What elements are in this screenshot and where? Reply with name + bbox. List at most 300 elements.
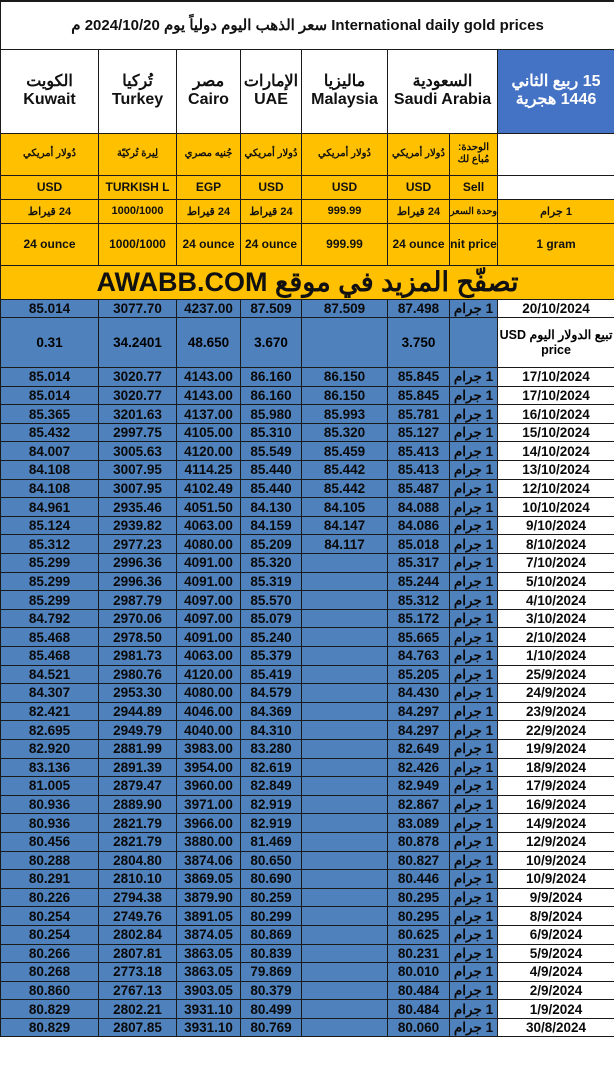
price-cell: 85.432 xyxy=(1,423,99,442)
price-cell: 87.509 xyxy=(241,299,302,318)
table-row xyxy=(1,591,614,610)
price-cell: 2980.76 xyxy=(99,665,177,684)
unit-cell: 1 جرام xyxy=(450,461,498,480)
unit-cell: 1 جرام xyxy=(450,479,498,498)
table-row xyxy=(1,795,614,814)
date-cell: 3/10/2024 xyxy=(498,609,614,628)
price-cell: 82.949 xyxy=(388,777,450,796)
price-cell: 87.498 xyxy=(388,299,450,318)
price-cell: 80.869 xyxy=(241,925,302,944)
price-cell xyxy=(302,665,388,684)
price-cell: 3007.95 xyxy=(99,479,177,498)
unit-cell: 1 جرام xyxy=(450,721,498,740)
price-cell: 80.650 xyxy=(241,851,302,870)
date-cell: 12/10/2024 xyxy=(498,479,614,498)
price-cell: 84.297 xyxy=(388,721,450,740)
price-cell: 82.649 xyxy=(388,739,450,758)
table-row xyxy=(1,479,614,498)
price-cell xyxy=(302,851,388,870)
price-cell: 2996.36 xyxy=(99,572,177,591)
price-cell: 80.446 xyxy=(388,870,450,889)
price-cell: 85.209 xyxy=(241,535,302,554)
price-cell: 2891.39 xyxy=(99,758,177,777)
price-cell: 80.484 xyxy=(388,981,450,1000)
country-saudi xyxy=(388,49,498,133)
unit-name: جُنيه مصري xyxy=(177,133,241,175)
table-row xyxy=(1,665,614,684)
unit-cell: 1 جرام xyxy=(450,498,498,517)
price-cell: 80.060 xyxy=(388,1018,450,1037)
currency-code: EGP xyxy=(177,175,241,199)
date-cell: 14/10/2024 xyxy=(498,442,614,461)
table-row xyxy=(1,981,614,1000)
price-cell: 3903.05 xyxy=(177,981,241,1000)
price-cell: 2889.90 xyxy=(99,795,177,814)
usd-rate-cell: 48.650 xyxy=(177,318,241,368)
price-cell: 4143.00 xyxy=(177,386,241,405)
unit-cell: 1 جرام xyxy=(450,386,498,405)
table-row xyxy=(1,758,614,777)
price-cell: 80.499 xyxy=(241,1000,302,1019)
price-cell: 4091.00 xyxy=(177,554,241,573)
price-cell: 4237.00 xyxy=(177,299,241,318)
unit-cell: 1 جرام xyxy=(450,628,498,647)
price-cell: 3020.77 xyxy=(99,386,177,405)
price-cell: 3971.00 xyxy=(177,795,241,814)
gram-label-ar: 1 جرام xyxy=(498,199,614,223)
ounce-cell: 24 ounce xyxy=(177,223,241,265)
price-cell xyxy=(302,628,388,647)
date-cell: 22/9/2024 xyxy=(498,721,614,740)
table-row xyxy=(1,405,614,424)
price-cell: 80.268 xyxy=(1,963,99,982)
price-cell: 2935.46 xyxy=(99,498,177,517)
price-cell: 85.240 xyxy=(241,628,302,647)
date-cell: 2/10/2024 xyxy=(498,628,614,647)
unit-cell: 1 جرام xyxy=(450,758,498,777)
price-cell xyxy=(302,832,388,851)
price-cell: 85.172 xyxy=(388,609,450,628)
price-cell: 2810.10 xyxy=(99,870,177,889)
price-cell: 85.487 xyxy=(388,479,450,498)
unit-cell: 1 جرام xyxy=(450,851,498,870)
date-cell: 16/10/2024 xyxy=(498,405,614,424)
date-cell: 8/10/2024 xyxy=(498,535,614,554)
unit-cell: 1 جرام xyxy=(450,665,498,684)
price-cell: 84.430 xyxy=(388,684,450,703)
price-cell: 85.413 xyxy=(388,461,450,480)
country-uae xyxy=(241,49,302,133)
unit-cell: 1 جرام xyxy=(450,963,498,982)
price-cell: 82.867 xyxy=(388,795,450,814)
unit-cell: 1 جرام xyxy=(450,925,498,944)
price-cell: 83.280 xyxy=(241,739,302,758)
price-cell: 85.570 xyxy=(241,591,302,610)
price-cell: 80.295 xyxy=(388,888,450,907)
country-cairo xyxy=(177,49,241,133)
unit-cell: 1 جرام xyxy=(450,647,498,666)
price-cell xyxy=(302,814,388,833)
price-cell: 84.117 xyxy=(302,535,388,554)
title-row xyxy=(1,1,614,49)
price-cell: 85.442 xyxy=(302,479,388,498)
price-cell: 84.579 xyxy=(241,684,302,703)
table-row xyxy=(1,647,614,666)
unit-cell: 1 جرام xyxy=(450,535,498,554)
price-cell: 85.440 xyxy=(241,479,302,498)
unit-name: دُولار أمريكي xyxy=(302,133,388,175)
country-en: Turkey xyxy=(111,91,164,108)
usd-price-row xyxy=(1,318,614,368)
table-row xyxy=(1,1000,614,1019)
price-cell: 81.005 xyxy=(1,777,99,796)
price-cell: 4080.00 xyxy=(177,535,241,554)
blank-cell xyxy=(498,133,614,175)
price-cell: 85.299 xyxy=(1,572,99,591)
price-cell: 85.365 xyxy=(1,405,99,424)
price-cell: 85.419 xyxy=(241,665,302,684)
unit-price-label: nit price xyxy=(450,223,498,265)
table-row xyxy=(1,925,614,944)
table-row xyxy=(1,684,614,703)
unit-cell: 1 جرام xyxy=(450,572,498,591)
date-cell: 4/10/2024 xyxy=(498,591,614,610)
price-cell: 84.159 xyxy=(241,516,302,535)
price-cell: 80.625 xyxy=(388,925,450,944)
price-cell: 4102.49 xyxy=(177,479,241,498)
unit-cell: 1 جرام xyxy=(450,814,498,833)
currency-code: USD xyxy=(1,175,99,199)
table-row xyxy=(1,498,614,517)
karat-cell: 999.99 xyxy=(302,199,388,223)
table-row xyxy=(1,461,614,480)
price-cell xyxy=(302,1018,388,1037)
date-cell: 30/8/2024 xyxy=(498,1018,614,1037)
price-cell: 85.079 xyxy=(241,609,302,628)
unit-cell: 1 جرام xyxy=(450,405,498,424)
price-cell: 84.007 xyxy=(1,442,99,461)
price-cell: 86.150 xyxy=(302,386,388,405)
blank-cell xyxy=(450,318,498,368)
unit-cell: 1 جرام xyxy=(450,870,498,889)
price-cell: 85.781 xyxy=(388,405,450,424)
karat-cell: 24 قيراط xyxy=(388,199,450,223)
ounce-cell: 24 ounce xyxy=(241,223,302,265)
price-cell: 84.961 xyxy=(1,498,99,517)
table-row xyxy=(1,572,614,591)
price-cell: 84.086 xyxy=(388,516,450,535)
price-cell: 80.259 xyxy=(241,888,302,907)
price-cell: 3931.10 xyxy=(177,1018,241,1037)
price-cell: 3966.00 xyxy=(177,814,241,833)
unit-cell: 1 جرام xyxy=(450,795,498,814)
price-cell: 79.869 xyxy=(241,963,302,982)
price-cell: 84.108 xyxy=(1,479,99,498)
date-cell: 10/9/2024 xyxy=(498,870,614,889)
table-row xyxy=(1,702,614,721)
table-row xyxy=(1,907,614,926)
price-cell: 84.521 xyxy=(1,665,99,684)
karat-cell: 24 قيراط xyxy=(241,199,302,223)
table-row xyxy=(1,423,614,442)
price-cell: 85.468 xyxy=(1,628,99,647)
price-cell: 80.295 xyxy=(388,907,450,926)
price-cell xyxy=(302,907,388,926)
price-cell: 3874.06 xyxy=(177,851,241,870)
price-cell: 3863.05 xyxy=(177,963,241,982)
price-cell: 80.299 xyxy=(241,907,302,926)
date-cell: 13/10/2024 xyxy=(498,461,614,480)
table-row xyxy=(1,814,614,833)
unit-cell: 1 جرام xyxy=(450,777,498,796)
price-cell: 83.136 xyxy=(1,758,99,777)
price-cell: 85.014 xyxy=(1,299,99,318)
site-banner[interactable] xyxy=(1,265,614,299)
table-row xyxy=(1,851,614,870)
price-cell: 3869.05 xyxy=(177,870,241,889)
price-cell: 2794.38 xyxy=(99,888,177,907)
price-cell: 80.690 xyxy=(241,870,302,889)
price-cell: 4040.00 xyxy=(177,721,241,740)
hijri-date: 15 ربيع الثاني 1446 هجرية xyxy=(498,49,614,133)
currency-code: USD xyxy=(302,175,388,199)
price-cell: 80.254 xyxy=(1,925,99,944)
unit-name: دُولار أمريكي xyxy=(388,133,450,175)
price-cell: 2944.89 xyxy=(99,702,177,721)
price-cell xyxy=(302,1000,388,1019)
price-cell xyxy=(302,591,388,610)
price-cell: 84.307 xyxy=(1,684,99,703)
unit-cell: 1 جرام xyxy=(450,702,498,721)
unit-cell: 1 جرام xyxy=(450,1000,498,1019)
price-cell: 3874.05 xyxy=(177,925,241,944)
price-cell: 80.010 xyxy=(388,963,450,982)
table-row xyxy=(1,516,614,535)
price-cell xyxy=(302,702,388,721)
price-cell: 2987.79 xyxy=(99,591,177,610)
price-cell: 3983.00 xyxy=(177,739,241,758)
date-cell: 8/9/2024 xyxy=(498,907,614,926)
unit-name-row xyxy=(1,133,614,175)
date-cell: 20/10/2024 xyxy=(498,299,614,318)
price-cell: 2949.79 xyxy=(99,721,177,740)
ounce-cell: 24 ounce xyxy=(1,223,99,265)
price-cell: 85.442 xyxy=(302,461,388,480)
price-cell: 85.124 xyxy=(1,516,99,535)
price-cell: 80.769 xyxy=(241,1018,302,1037)
country-ar: ماليزيا xyxy=(323,72,366,90)
price-cell xyxy=(302,888,388,907)
table-row xyxy=(1,442,614,461)
price-cell: 84.369 xyxy=(241,702,302,721)
price-cell xyxy=(302,963,388,982)
price-cell xyxy=(302,925,388,944)
table-row xyxy=(1,609,614,628)
table-row xyxy=(1,368,614,387)
usd-label-cell: تبيع الدولار اليوم USD price xyxy=(498,318,614,368)
price-cell: 4051.50 xyxy=(177,498,241,517)
price-cell: 84.310 xyxy=(241,721,302,740)
price-cell: 3007.95 xyxy=(99,461,177,480)
price-cell: 80.829 xyxy=(1,1018,99,1037)
price-cell: 80.291 xyxy=(1,870,99,889)
price-cell: 80.231 xyxy=(388,944,450,963)
price-cell: 3005.63 xyxy=(99,442,177,461)
price-cell: 3020.77 xyxy=(99,368,177,387)
price-cell: 85.549 xyxy=(241,442,302,461)
price-cell: 85.413 xyxy=(388,442,450,461)
price-cell: 2767.13 xyxy=(99,981,177,1000)
price-cell: 80.484 xyxy=(388,1000,450,1019)
unit-cell: 1 جرام xyxy=(450,739,498,758)
price-cell: 3960.00 xyxy=(177,777,241,796)
date-cell: 4/9/2024 xyxy=(498,963,614,982)
date-cell: 9/9/2024 xyxy=(498,888,614,907)
page-title: سعر الذهب اليوم دولياً يوم 2024/10/20 م International daily gold prices xyxy=(1,1,614,49)
karat-cell: 24 قيراط xyxy=(177,199,241,223)
date-cell: 12/9/2024 xyxy=(498,832,614,851)
price-cell xyxy=(302,777,388,796)
price-cell: 84.108 xyxy=(1,461,99,480)
price-cell: 2996.36 xyxy=(99,554,177,573)
table-row xyxy=(1,1018,614,1037)
price-cell: 4114.25 xyxy=(177,461,241,480)
ounce-cell: 1000/1000 xyxy=(99,223,177,265)
table-row xyxy=(1,777,614,796)
price-cell: 2970.06 xyxy=(99,609,177,628)
country-ar: السعودية xyxy=(412,72,473,90)
date-cell: 10/10/2024 xyxy=(498,498,614,517)
date-cell: 9/10/2024 xyxy=(498,516,614,535)
table-row xyxy=(1,721,614,740)
unit-cell: 1 جرام xyxy=(450,368,498,387)
table-row xyxy=(1,299,614,318)
table-row xyxy=(1,628,614,647)
date-cell: 23/9/2024 xyxy=(498,702,614,721)
price-cell xyxy=(302,609,388,628)
price-cell: 2802.84 xyxy=(99,925,177,944)
country-header-row xyxy=(1,49,614,133)
price-cell: 84.297 xyxy=(388,702,450,721)
country-malaysia xyxy=(302,49,388,133)
price-cell: 80.226 xyxy=(1,888,99,907)
price-cell: 2978.50 xyxy=(99,628,177,647)
unit-label: الوحدة: مُباع لك xyxy=(450,133,498,175)
country-ar: تُركيا xyxy=(122,72,153,90)
price-cell: 85.312 xyxy=(388,591,450,610)
price-cell: 4063.00 xyxy=(177,647,241,666)
price-cell: 3077.70 xyxy=(99,299,177,318)
price-cell: 85.320 xyxy=(241,554,302,573)
unit-cell: 1 جرام xyxy=(450,442,498,461)
price-cell: 3201.63 xyxy=(99,405,177,424)
price-cell: 85.845 xyxy=(388,368,450,387)
price-cell: 80.456 xyxy=(1,832,99,851)
country-ar: الكويت xyxy=(26,72,73,90)
ounce-cell: 24 ounce xyxy=(388,223,450,265)
price-cell: 80.288 xyxy=(1,851,99,870)
price-cell: 2939.82 xyxy=(99,516,177,535)
date-cell: 16/9/2024 xyxy=(498,795,614,814)
date-cell: 25/9/2024 xyxy=(498,665,614,684)
table-row xyxy=(1,832,614,851)
price-cell xyxy=(302,684,388,703)
price-cell: 85.312 xyxy=(1,535,99,554)
unit-cell: 1 جرام xyxy=(450,423,498,442)
price-cell: 2807.81 xyxy=(99,944,177,963)
karat-cell: 24 قيراط xyxy=(1,199,99,223)
table-row xyxy=(1,888,614,907)
unit-cell: 1 جرام xyxy=(450,944,498,963)
price-cell: 84.130 xyxy=(241,498,302,517)
table-row xyxy=(1,944,614,963)
price-cell xyxy=(302,721,388,740)
price-cell: 4097.00 xyxy=(177,609,241,628)
price-cell: 80.379 xyxy=(241,981,302,1000)
price-cell: 80.266 xyxy=(1,944,99,963)
unit-cell: 1 جرام xyxy=(450,1018,498,1037)
price-cell: 84.105 xyxy=(302,498,388,517)
price-cell: 4120.00 xyxy=(177,442,241,461)
price-cell: 80.827 xyxy=(388,851,450,870)
price-cell: 80.936 xyxy=(1,814,99,833)
price-cell: 2981.73 xyxy=(99,647,177,666)
price-cell: 80.936 xyxy=(1,795,99,814)
currency-code: TURKISH L xyxy=(99,175,177,199)
unit-cell: 1 جرام xyxy=(450,591,498,610)
price-cell: 82.919 xyxy=(241,814,302,833)
price-cell: 85.244 xyxy=(388,572,450,591)
price-cell: 84.088 xyxy=(388,498,450,517)
price-cell: 82.421 xyxy=(1,702,99,721)
usd-rate-cell: 3.750 xyxy=(388,318,450,368)
date-cell: 17/10/2024 xyxy=(498,386,614,405)
price-cell: 4120.00 xyxy=(177,665,241,684)
price-cell: 2977.23 xyxy=(99,535,177,554)
date-cell: 14/9/2024 xyxy=(498,814,614,833)
unit-cell: 1 جرام xyxy=(450,299,498,318)
price-cell: 86.150 xyxy=(302,368,388,387)
price-cell: 85.320 xyxy=(302,423,388,442)
price-cell: 4143.00 xyxy=(177,368,241,387)
price-cell: 3880.00 xyxy=(177,832,241,851)
price-cell: 80.254 xyxy=(1,907,99,926)
currency-code-row xyxy=(1,175,614,199)
price-cell: 82.426 xyxy=(388,758,450,777)
date-cell: 1/9/2024 xyxy=(498,1000,614,1019)
price-cell: 85.845 xyxy=(388,386,450,405)
price-cell: 2953.30 xyxy=(99,684,177,703)
date-cell: 17/10/2024 xyxy=(498,368,614,387)
table-row xyxy=(1,386,614,405)
table-row xyxy=(1,870,614,889)
price-cell: 83.089 xyxy=(388,814,450,833)
price-cell: 2821.79 xyxy=(99,814,177,833)
price-cell xyxy=(302,572,388,591)
ounce-row xyxy=(1,223,614,265)
banner-text: تصفّح المزيد في موقع AWABB.COM xyxy=(96,266,519,297)
date-cell: 17/9/2024 xyxy=(498,777,614,796)
price-cell: 85.468 xyxy=(1,647,99,666)
country-en: Saudi Arabia xyxy=(393,91,492,108)
price-cell: 2749.76 xyxy=(99,907,177,926)
price-cell: 82.919 xyxy=(241,795,302,814)
price-cell: 4137.00 xyxy=(177,405,241,424)
price-cell: 3863.05 xyxy=(177,944,241,963)
price-cell: 85.299 xyxy=(1,591,99,610)
price-cell: 2821.79 xyxy=(99,832,177,851)
price-cell xyxy=(302,647,388,666)
